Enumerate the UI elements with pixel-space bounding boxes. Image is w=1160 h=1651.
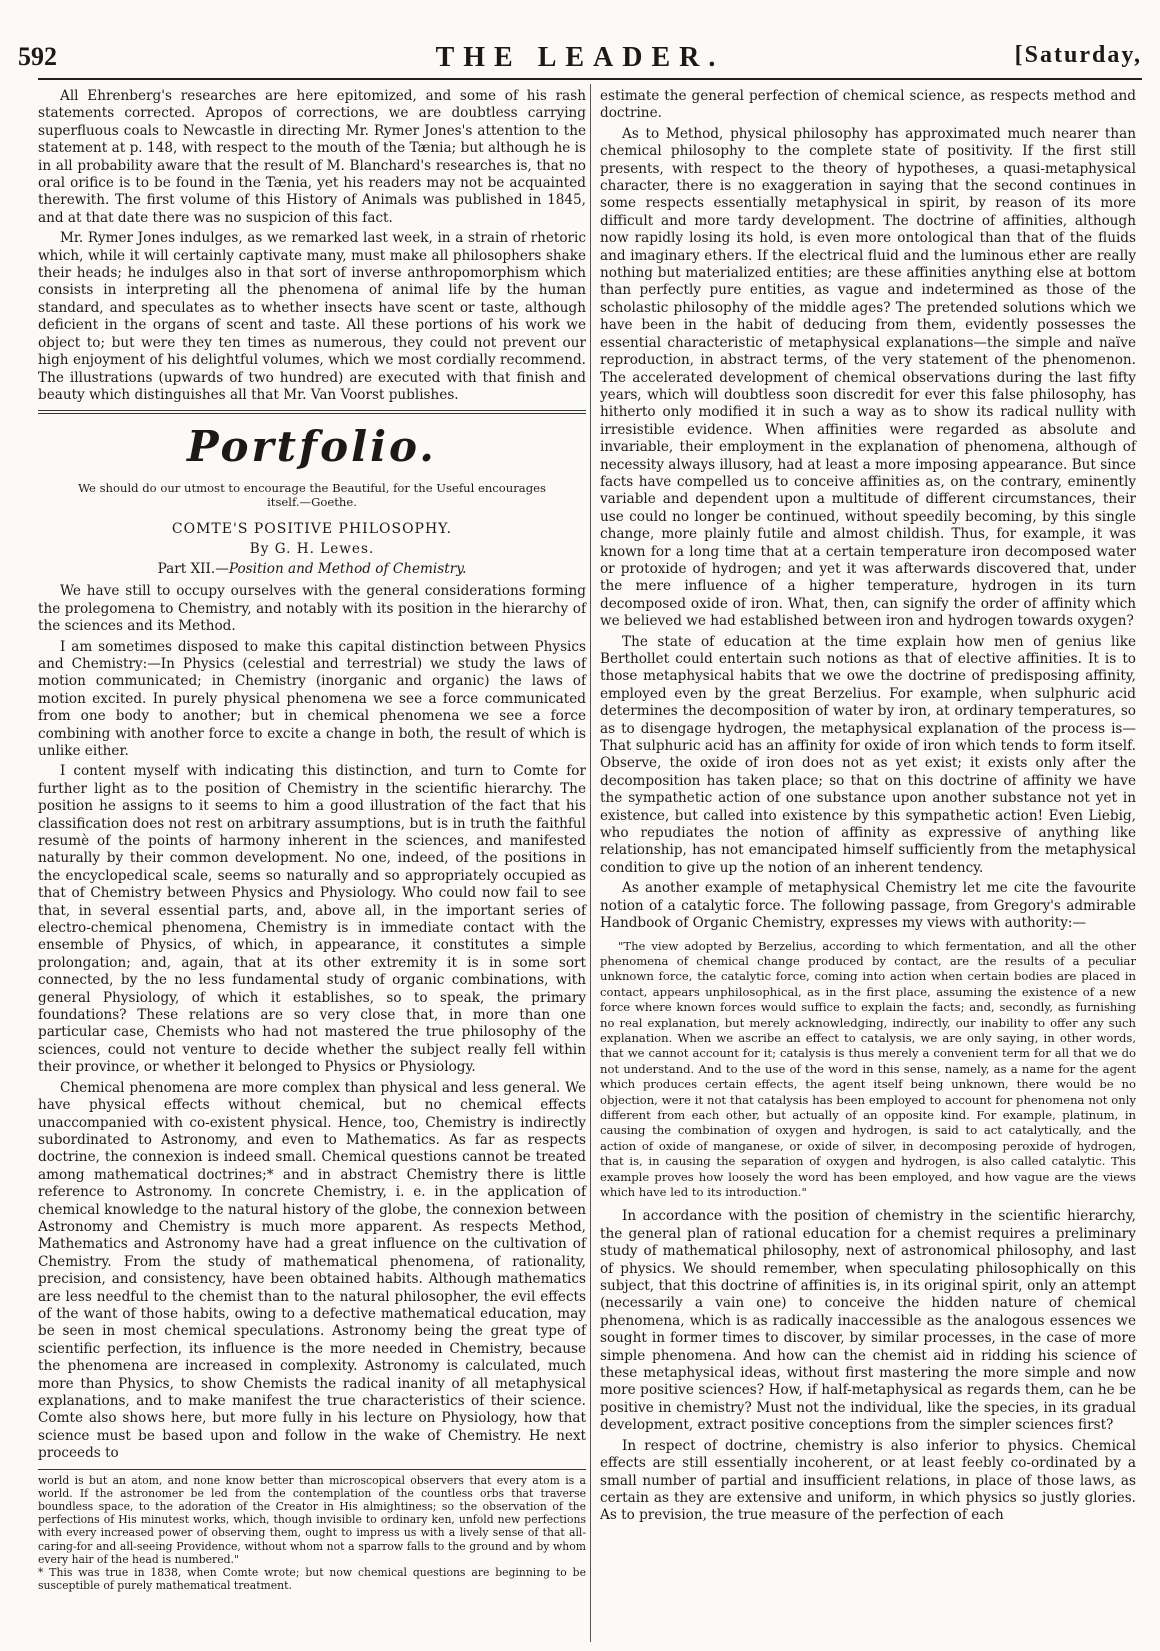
review-paragraph: Mr. Rymer Jones indulges, as we remarked last week, in a strain of rhetoric which, while it will certainly captivate many, must make all philosophers shake their heads; he indulges also in that sort of inverse anthropomorphism which consists in interpreting all the phenomena of animal life by the human standard, and speculates as to whether insects have scent or taste, although deficient in the organs of scent and taste. All these portions of his work we object to; but were they ten times as numerous, they could not prevent our high enjoyment of his delightful volumes, which we most cordially recommend. The illustrations (upwards of two hundred) are executed with that finish and beauty which distinguishes all that Mr. Van Voorst publishes. bbox=[38, 230, 586, 403]
block-quote: "The view adopted by Berzelius, according to which fermentation, and all the other phenomena of chemical change produced by contact, are the results of a peculiar unknown force, the catalytic force, coming into action when certain bodies are placed in contact, appears unphilosophical, as in the first place, assuming the existence of a new force where known forces would suffice to explain the facts; and, secondly, as furnishing no real explanation, but merely acknowledging, indirectly, our inability to offer any such explanation. When we ascribe an effect to catalysis, we are only saying, in other words, that we cannot account for it; catalysis is thus merely a convenient term for all that we do not understand. And to the use of the word in this sense, namely, as a name for the agent which produces certain effects, the agent itself being unknown, there would be no objection, were it not that catalysis has been employed to account for phenomena not only different from each other, but actually of an opposite kind. For example, platinum, in causing the combination of oxygen and hydrogen, is said to act catalytically, and the action of oxide of manganese, or oxide of silver, in decomposing peroxide of hydrogen, that is, in causing the separation of oxygen and hydrogen, is also called catalytic. This example proves how loosely the word has been employed, and how vague are the views which have led to its introduction." bbox=[600, 938, 1136, 1199]
article-paragraph: We have still to occupy ourselves with the general considerations forming the prolegomena to Chemistry, and notably with its position in the hierarchy of the sciences and its Method. bbox=[38, 583, 586, 635]
review-paragraph: All Ehrenberg's researches are here epitomized, and some of his rash statements corrected. Apropos of corrections, we are doubtless carrying superfluous coals to Newcastle in directing Mr. Rymer Jones's attention to the statement at p. 148, with respect to the mouth of the Tænia; but although he is in all probability aware that the result of M. Blanchard's researches is, that no oral orifice is to be found in the Tænia, yet his readers may not be acquainted therewith. The first volume of this History of Animals was published in 1845, and at that date there was no suspicion of this fact. bbox=[38, 88, 586, 226]
issue-day: [Saturday, bbox=[1014, 42, 1142, 68]
article-paragraph: I content myself with indicating this distinction, and turn to Comte for further light as to the position of Chemistry in the scientific hierarchy. The position he assigns to it seems to him a good illustration of the fact that his classification does not rest on arbitrary assumptions, but is in truth the faithful resumè of the points of harmony inherent in the sciences, and manifested naturally by their common development. No one, indeed, of the positions in the encyclopedical scale, seems so naturally and so appropriately occupied as that of Chemistry between Physics and Physiology. Who could now fail to see that, in several essential parts, and, above all, in the important series of electro-chemical phenomena, Chemistry is in immediate contact with the ensemble of Physics, of which, in appearance, it constitutes a simple prolongation; and, again, that at its other extremity it is in some sort connected, by the no less fundamental study of organic combinations, with general Physiology, of which it establishes, so to speak, the primary foundations? These relations are so very close that, in more than one particular case, Chemists who had not mastered the true philosophy of the sciences, could not venture to decide whether the subject really fell within their province, or whether it belonged to Physics or Physiology. bbox=[38, 763, 586, 1076]
footnote: * This was true in 1838, when Comte wrote; but now chemical questions are beginning to be susceptible of purely mathematical treatment. bbox=[38, 1566, 586, 1593]
page-number: 592 bbox=[18, 42, 57, 71]
article-paragraph: As to Method, physical philosophy has approximated much nearer than chemical philosophy to the complete state of positivity. If the first still presents, with respect to the theory of hypotheses, a quasi-metaphysical character, there is no exaggeration in saying that the second continues in some respects essentially metaphysical in spirit, by reason of its more difficult and more tardy development. The doctrine of affinities, although now rapidly losing its hold, is even more ontological than that of the fluids and imaginary ethers. If the electrical fluid and the luminous ether are really nothing but materialized entities; are these affinities anything else at bottom than perfectly pure entities, as vague and indetermined as those of the scholastic philosophy of the middle ages? The pretended solutions which we have been in the habit of deducing from them, evidently possesses the essential characteristic of metaphysical explanations—the simple and naïve reproduction, in abstract terms, of the very statement of the phenomenon. The accelerated development of chemical observations during the last fifty years, which will doubtless soon discredit for ever this false philosophy, has hitherto only modified it in such a way as to show its radical nullity with irresistible evidence. When affinities were regarded as absolute and invariable, their employment in the explanation of phenomena, although of necessity always illusory, had at least a more imposing appearance. But since facts have compelled us to conceive affinities as, on the contrary, eminently variable and dependent upon a multitude of different circumstances, their use could no longer be continued, without speedily becoming, by this single change, more plainly futile and almost childish. Thus, for example, it was known for a long time that at a certain temperature iron decomposed water or protoxide of hydrogen; and yet it was afterwards discovered that, under the mere influence of a higher temperature, hydrogen in its turn decomposed oxide of iron. What, then, can signify the order of affinity which we believed we had established between iron and hydrogen towards oxygen? bbox=[600, 125, 1136, 630]
column-divider bbox=[590, 84, 591, 1642]
article-paragraph: In respect of doctrine, chemistry is also inferior to physics. Chemical effects are still essentially incoherent, or at least feebly co-ordinated by a small number of partial and insufficient relations, in place of those laws, as certain as they are extensive and uniform, in which physics so justly glories. As to prevision, the true measure of the perfection of each bbox=[600, 1437, 1136, 1524]
section-motto: We should do our utmost to encourage the Beautiful, for the Useful encourages itself.—Goethe. bbox=[78, 481, 546, 510]
footnote-rule bbox=[38, 1469, 586, 1470]
footnote-continued: world is but an atom, and none know better than microscopical observers that every atom is a world. If the astronomer be led from the contemplation of the countless orbs that traverse boundless space, to the adoration of the Creator in His almightiness; so the observation of the perfections of His minutest works, which, though invisible to ordinary ken, unfold new perfections with every increased power of observing them, ought to impress us with a lively sense of that all-caring-for and all-seeing Providence, without whom not a sparrow falls to the ground and by whom every hair of the head is numbered." bbox=[38, 1473, 586, 1566]
right-column bbox=[600, 88, 1136, 1528]
article-paragraph: In accordance with the position of chemistry in the scientific hierarchy, the general plan of rational education for a chemist requires a preliminary study of mathematical philosophy, next of astronomical philosophy, and last of physics. We should remember, when speculating philosophically on this subject, that this doctrine of affinities is, in its original spirit, only an attempt (necessarily a vain one) to conceive the hidden nature of chemical phenomena, which is as radically inaccessible as the analogous essences we sought in former times to discover, by similar processes, in the case of more simple phenomena. And how can the chemist aid in ridding his science of these metaphysical ideas, without first mastering the more simple and now more positive sciences? How, if half-metaphysical as regards them, can he be positive in chemistry? Must not the individual, like the species, in its gradual development, extract positive conceptions from the simpler sciences first? bbox=[600, 1208, 1136, 1434]
article-paragraph: I am sometimes disposed to make this capital distinction between Physics and Chemistry:—In Physics (celestial and terrestrial) we study the laws of motion communicated; in Chemistry (inorganic and organic) the laws of motion excited. In purely physical phenomena we see a force communicated from one body to another; but in chemical phenomena we see a force combining with another force to excite a change in both, the result of which is unlike either. bbox=[38, 638, 586, 759]
article-paragraph: estimate the general perfection of chemical science, as respects method and doctrine. bbox=[600, 88, 1136, 122]
masthead bbox=[18, 42, 1142, 76]
article-title: COMTE'S POSITIVE PHILOSOPHY. bbox=[171, 521, 453, 538]
article-byline: By G. H. Lewes. bbox=[249, 541, 375, 558]
article-part bbox=[38, 561, 586, 577]
article-paragraph: Chemical phenomena are more complex than physical and less general. We have physical effects without chemical, but no chemical effects unaccompanied with co-existent physical. Hence, too, Chemistry is indirectly subordinated to Astronomy, and even to Mathematics. As far as respects doctrine, the connexion is indeed small. Chemical questions cannot be treated among mathematical doctrines;* and in abstract Chemistry there is little reference to Astronomy. In concrete Chemistry, i. e. in the application of chemical knowledge to the natural history of the globe, the connexion between Astronomy and Chemistry is much more apparent. As respects Method, Mathematics and Astronomy have had a great influence on the cultivation of Chemistry. From the study of mathematical phenomena, of rationality, precision, and consistency, have been obtained habits. Although mathematics are less needful to the chemist than to the natural philosopher, the evil effects of the want of those habits, owing to a defective mathematical education, may be seen in most chemical speculations. Astronomy being the great type of scientific perfection, its influence is the more needed in Chemistry, because the phenomena are increased in complexity. Astronomy is calculated, much more than Physics, to show Chemists the radical inanity of all metaphysical explanations, and to make manifest the true characteristics of their science. Comte also shows here, but more fully in his lecture on Physiology, how that science must be based upon and follow in the wake of Chemistry. He next proceeds to bbox=[38, 1079, 586, 1462]
left-column bbox=[38, 88, 586, 1592]
article-paragraph: The state of education at the time explain how men of genius like Berthollet could entertain such notions as that of elective affinities. It is to those metaphysical habits that we owe the doctrine of predisposing affinity, employed even by the great Berzelius. For example, when sulphuric acid determines the decomposition of water by iron, at ordinary temperatures, so as to disengage hydrogen, the metaphysical explanation of the process is—That sulphuric acid has an affinity for oxide of iron which tends to form itself. Observe, the oxide of iron does not as yet exist; it exists only after the decomposition has taken place; so that on this doctrine of affinity we have the sympathetic action of one substance upon another substance not yet in existence, but called into existence by this sympathetic action! Even Liebig, who repudiates the notion of affinity as expressive of anything like relationship, has not emancipated himself sufficiently from the metaphysical condition to give up the notion of an inherent tendency. bbox=[600, 633, 1136, 876]
part-title: Position and Method of Chemistry. bbox=[228, 561, 467, 578]
header-rule bbox=[38, 78, 1142, 80]
article-paragraph: As another example of metaphysical Chemistry let me cite the favourite notion of a catalytic force. The following passage, from Gregory's admirable Handbook of Organic Chemistry, expresses my views with authority:— bbox=[600, 880, 1136, 932]
section-title: Portfolio. bbox=[187, 422, 437, 472]
part-label: Part XII.— bbox=[157, 561, 229, 578]
section-rule bbox=[38, 410, 586, 414]
newspaper-title: THE LEADER. bbox=[435, 42, 725, 73]
